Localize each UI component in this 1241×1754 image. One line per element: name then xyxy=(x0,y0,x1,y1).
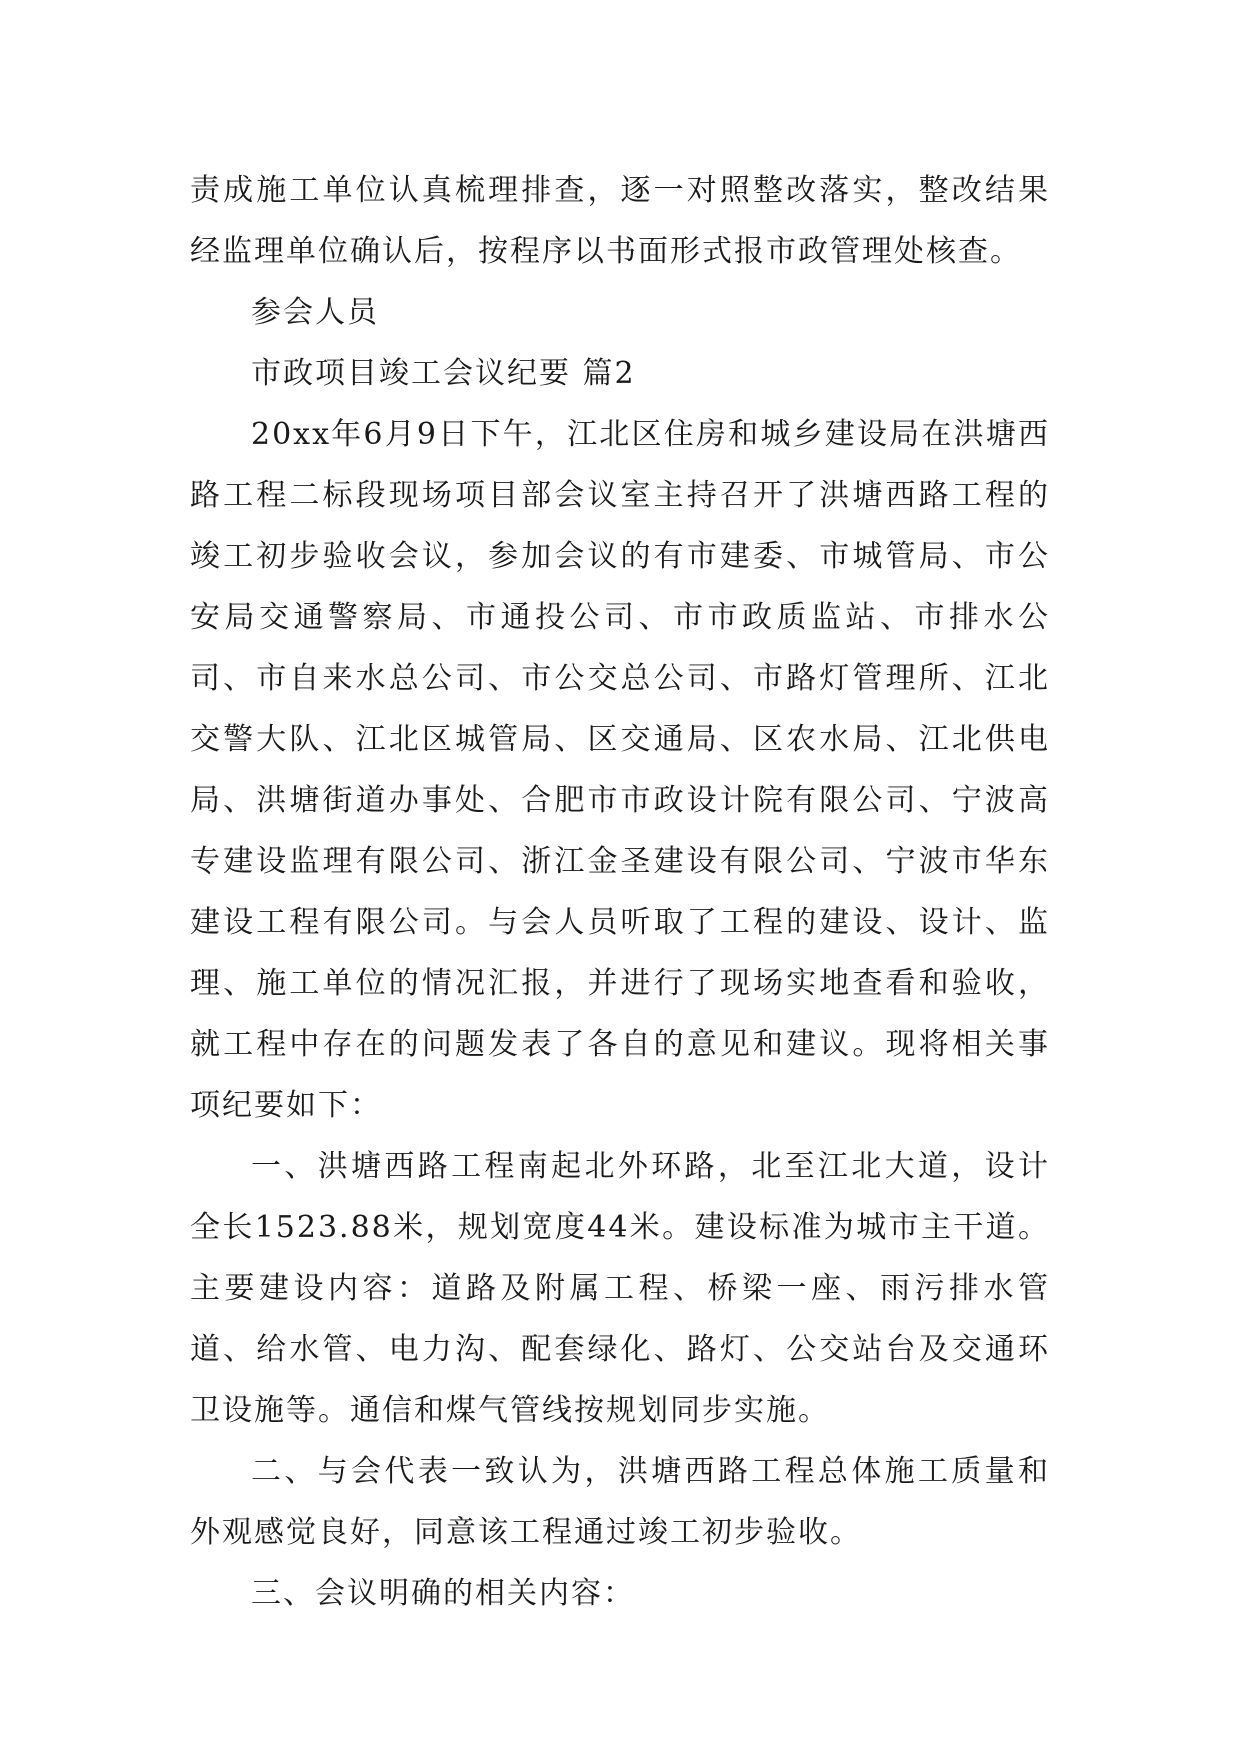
document-body xyxy=(190,160,1050,1624)
paragraph-item-two: 二、与会代表一致认为，洪塘西路工程总体施工质量和外观感觉良好，同意该工程通过竣工初步验收。 xyxy=(190,1454,1050,1550)
section-title: 市政项目竣工会议纪要 篇2 xyxy=(251,356,636,391)
paragraph-meeting-intro: 20xx年6月9日下午，江北区住房和城乡建设局在洪塘西路工程二标段现场项目部会议室主持召开了洪塘西路工程的竣工初步验收会议，参加会议的有市建委、市城管局、市公安局交通警察局、市通投公司、市市政质监站、市排水公司、市自来水总公司、市公交总公司、市路灯管理所、江北交警大队、江北区城管局、区交通局、区农水局、江北供电局、洪塘街道办事处、合肥市市政设计院有限公司、宁波高专建设监理有限公司、浙江金圣建设有限公司、宁波市华东建设工程有限公司。与会人员听取了工程的建设、设计、监理、施工单位的情况汇报，并进行了现场实地查看和验收，就工程中存在的问题发表了各自的意见和建议。现将相关事项纪要如下： xyxy=(190,417,1050,1123)
paragraph-continuation: 责成施工单位认真梳理排查，逐一对照整改落实，整改结果经监理单位确认后，按程序以书面形式报市政管理处核查。 xyxy=(190,173,1050,269)
paragraph-item-three: 三、会议明确的相关内容： xyxy=(251,1576,635,1611)
paragraph-item-one: 一、洪塘西路工程南起北外环路，北至江北大道，设计全长1523.88米，规划宽度44米。建设标准为城市主干道。主要建设内容：道路及附属工程、桥梁一座、雨污排水管道、给水管、电力沟、配套绿化、路灯、公交站台及交通环卫设施等。通信和煤气管线按规划同步实施。 xyxy=(190,1149,1050,1428)
paragraph-attendees-heading: 参会人员 xyxy=(251,295,379,330)
